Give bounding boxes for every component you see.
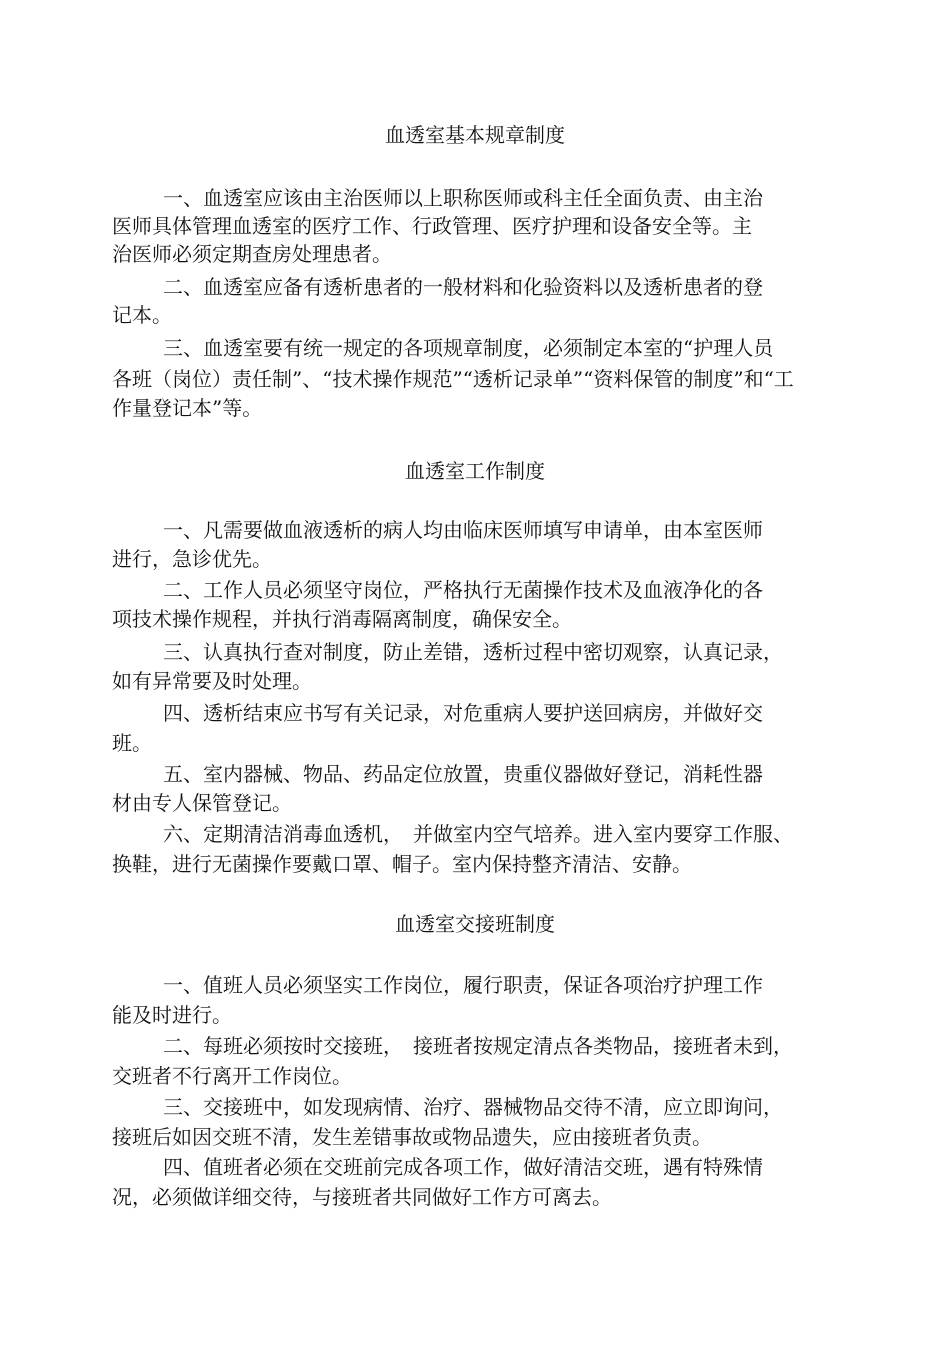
- paragraph-line: 四、值班者必须在交班前完成各项工作，做好清洁交班，遇有特殊情: [163, 1155, 763, 1179]
- paragraph-line: 各班（岗位）责任制”、“技术操作规范”“透析记录单”“资料保管的制度”和“工: [112, 367, 794, 391]
- paragraph-line: 材由专人保管登记。: [112, 791, 292, 815]
- paragraph-line: 三、血透室要有统一规定的各项规章制度，必须制定本室的“护理人员: [163, 336, 774, 360]
- paragraph-line: 三、认真执行查对制度，防止差错，透析过程中密切观察，认真记录，: [163, 640, 783, 664]
- paragraph-line: 能及时进行。: [112, 1003, 232, 1027]
- paragraph-line: 记本。: [112, 303, 172, 327]
- paragraph-line: 四、透析结束应书写有关记录，对危重病人要护送回病房，并做好交: [163, 701, 763, 725]
- paragraph-line: 二、工作人员必须坚守岗位，严格执行无菌操作技术及血液净化的各: [163, 578, 763, 602]
- paragraph-line: 接班后如因交班不清，发生差错事故或物品遗失，应由接班者负责。: [112, 1125, 712, 1149]
- paragraph-line: 三、交接班中，如发现病情、治疗、器械物品交待不清，应立即询问，: [163, 1095, 783, 1119]
- paragraph-line: 二、血透室应备有透析患者的一般材料和化验资料以及透析患者的登: [163, 275, 763, 299]
- section-title: 血透室基本规章制度: [385, 123, 565, 147]
- paragraph-line: 班。: [112, 731, 152, 755]
- paragraph-line: 况，必须做详细交待，与接班者共同做好工作方可离去。: [112, 1185, 612, 1209]
- paragraph-line: 换鞋，进行无菌操作要戴口罩、帽子。室内保持整齐清洁、安静。: [112, 852, 692, 876]
- paragraph-line: 五、室内器械、物品、药品定位放置，贵重仪器做好登记，消耗性器: [163, 762, 763, 786]
- section-title: 血透室交接班制度: [395, 912, 555, 936]
- paragraph-line: 治医师必须定期查房处理患者。: [112, 242, 392, 266]
- section-title: 血透室工作制度: [405, 459, 545, 483]
- paragraph-line: 二、每班必须按时交接班， 接班者按规定清点各类物品，接班者未到，: [163, 1034, 793, 1058]
- paragraph-line: 一、凡需要做血液透析的病人均由临床医师填写申请单，由本室医师: [163, 518, 763, 542]
- paragraph-line: 如有异常要及时处理。: [112, 669, 312, 693]
- paragraph-line: 医师具体管理血透室的医疗工作、行政管理、医疗护理和设备安全等。主: [112, 214, 752, 238]
- paragraph-line: 交班者不行离开工作岗位。: [112, 1064, 352, 1088]
- paragraph-line: 六、定期清洁消毒血透机， 并做室内空气培养。进入室内要穿工作服、: [163, 822, 793, 846]
- paragraph-line: 项技术操作规程，并执行消毒隔离制度，确保安全。: [112, 607, 572, 631]
- paragraph-line: 作量登记本”等。: [112, 396, 263, 420]
- paragraph-line: 进行，急诊优先。: [112, 547, 272, 571]
- paragraph-line: 一、值班人员必须坚实工作岗位，履行职责，保证各项治疗护理工作: [163, 973, 763, 997]
- paragraph-line: 一、血透室应该由主治医师以上职称医师或科主任全面负责、由主治: [163, 186, 763, 210]
